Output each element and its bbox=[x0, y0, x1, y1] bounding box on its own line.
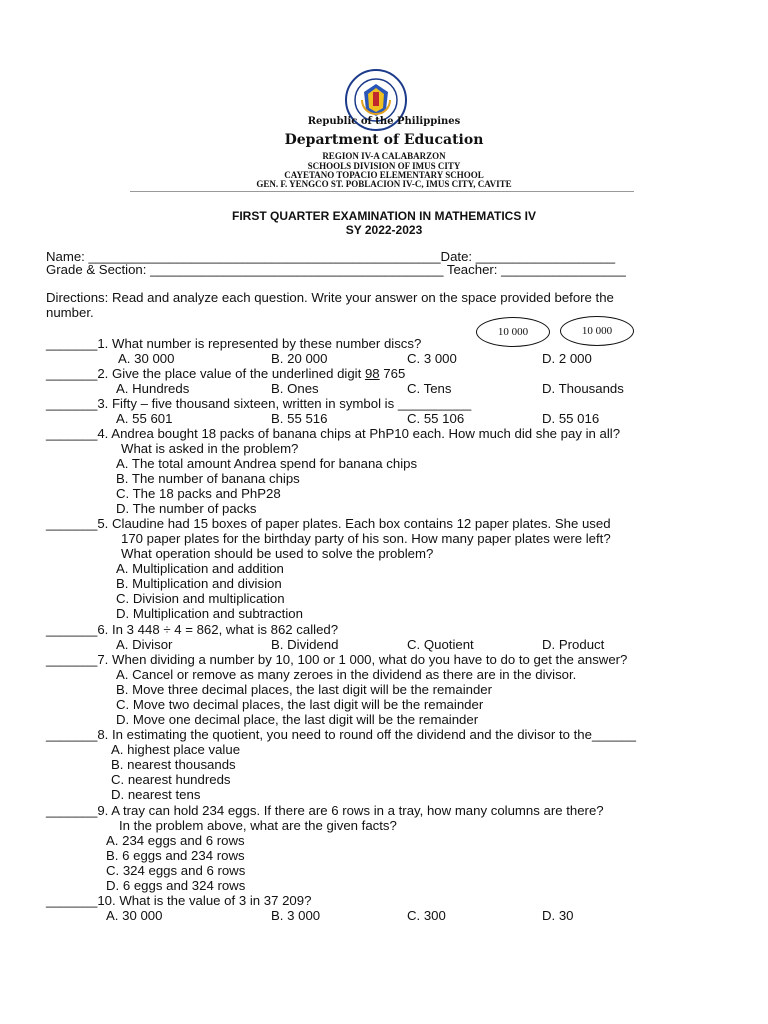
q6-option-d: D. Product bbox=[542, 637, 605, 652]
question-4-sub: What is asked in the problem? bbox=[121, 441, 299, 456]
q9-option-b: B. 6 eggs and 234 rows bbox=[106, 848, 245, 863]
grade-teacher-line[interactable]: Grade & Section: ________________________________________ Teacher: _________________ bbox=[46, 262, 626, 277]
school-name: CAYETANO TOPACIO ELEMENTARY SCHOOL bbox=[284, 170, 484, 180]
question-5-line-2: 170 paper plates for the birthday party of his son. How many paper plates were left? bbox=[121, 531, 611, 546]
question-6-stem: _______6. In 3 448 ÷ 4 = 862, what is 862 called? bbox=[46, 622, 339, 637]
q10-option-b: B. 3 000 bbox=[271, 908, 321, 923]
q5-option-a: A. Multiplication and addition bbox=[116, 561, 284, 576]
question-2-stem: _______2. Give the place value of the underlined digit 98 765 bbox=[46, 366, 406, 381]
q2-option-a: A. Hundreds bbox=[116, 381, 190, 396]
q3-option-b: B. 55 516 bbox=[271, 411, 328, 426]
number-disc: 10 000 bbox=[560, 316, 634, 346]
q4-option-d: D. The number of packs bbox=[116, 501, 257, 516]
q1-option-b: B. 20 000 bbox=[271, 351, 328, 366]
header-divider bbox=[130, 191, 634, 192]
q8-option-a: A. highest place value bbox=[111, 742, 241, 757]
school-year: SY 2022-2023 bbox=[345, 223, 423, 237]
q3-option-c: C. 55 106 bbox=[407, 411, 465, 426]
question-9-stem: _______9. A tray can hold 234 eggs. If there are 6 rows in a tray, how many columns are there? bbox=[46, 803, 604, 818]
q3-option-d: D. 55 016 bbox=[542, 411, 600, 426]
q5-option-c: C. Division and multiplication bbox=[116, 591, 285, 606]
question-5-line-3: What operation should be used to solve the problem? bbox=[121, 546, 434, 561]
q1-option-a: A. 30 000 bbox=[118, 351, 175, 366]
q2-option-c: C. Tens bbox=[407, 381, 452, 396]
question-1-stem: _______1. What number is represented by these number discs? bbox=[46, 336, 422, 351]
q7-option-c: C. Move two decimal places, the last digit will be the remainder bbox=[116, 697, 484, 712]
q6-option-b: B. Dividend bbox=[271, 637, 339, 652]
q9-option-a: A. 234 eggs and 6 rows bbox=[106, 833, 245, 848]
q4-option-a: A. The total amount Andrea spend for banana chips bbox=[116, 456, 418, 471]
question-4-stem: _______4. Andrea bought 18 packs of banana chips at PhP10 each. How much did she pay in all? bbox=[46, 426, 621, 441]
q2-option-b: B. Ones bbox=[271, 381, 319, 396]
q1-option-c: C. 3 000 bbox=[407, 351, 457, 366]
name-date-line[interactable]: Name: ________________________________________________Date: ___________________ bbox=[46, 249, 616, 264]
q8-option-b: B. nearest thousands bbox=[111, 757, 236, 772]
q4-option-b: B. The number of banana chips bbox=[116, 471, 300, 486]
directions-line-2: number. bbox=[46, 305, 94, 320]
region-text: REGION IV-A CALABARZON bbox=[322, 151, 446, 161]
q2-option-d: D. Thousands bbox=[542, 381, 624, 396]
q4-option-c: C. The 18 packs and PhP28 bbox=[116, 486, 281, 501]
q6-option-c: C. Quotient bbox=[407, 637, 474, 652]
q10-option-c: C. 300 bbox=[407, 908, 446, 923]
republic-text: Republic of the Philippines bbox=[307, 116, 461, 127]
q10-option-d: D. 30 bbox=[542, 908, 574, 923]
q6-option-a: A. Divisor bbox=[116, 637, 173, 652]
q7-option-d: D. Move one decimal place, the last digit will be the remainder bbox=[116, 712, 479, 727]
underlined-digit: 98 bbox=[364, 366, 380, 381]
exam-title: FIRST QUARTER EXAMINATION IN MATHEMATICS IV bbox=[232, 209, 536, 223]
division-text: SCHOOLS DIVISION OF IMUS CITY bbox=[307, 161, 461, 171]
question-5-stem: _______5. Claudine had 15 boxes of paper plates. Each box contains 12 paper plates. She used bbox=[46, 516, 611, 531]
department-title: Department of Education bbox=[284, 132, 484, 148]
number-disc: 10 000 bbox=[476, 317, 550, 347]
q7-option-b: B. Move three decimal places, the last digit will be the remainder bbox=[116, 682, 493, 697]
q8-option-d: D. nearest tens bbox=[111, 787, 201, 802]
q10-option-a: A. 30 000 bbox=[106, 908, 163, 923]
question-9-sub: In the problem above, what are the given facts? bbox=[119, 818, 397, 833]
q5-option-b: B. Multiplication and division bbox=[116, 576, 282, 591]
q9-option-c: C. 324 eggs and 6 rows bbox=[106, 863, 246, 878]
q9-option-d: D. 6 eggs and 324 rows bbox=[106, 878, 246, 893]
q1-option-d: D. 2 000 bbox=[542, 351, 592, 366]
question-7-stem: _______7. When dividing a number by 10, 100 or 1 000, what do you have to do to get the answer? bbox=[46, 652, 628, 667]
q7-option-a: A. Cancel or remove as many zeroes in the dividend as there are in the divisor. bbox=[116, 667, 577, 682]
question-3-stem: _______3. Fifty – five thousand sixteen, written in symbol is __________ bbox=[46, 396, 472, 411]
q8-option-c: C. nearest hundreds bbox=[111, 772, 231, 787]
directions-line-1: Directions: Read and analyze each question. Write your answer on the space provided before the bbox=[46, 290, 614, 305]
q3-option-a: A. 55 601 bbox=[116, 411, 173, 426]
question-10-stem: _______10. What is the value of 3 in 37 209? bbox=[46, 893, 312, 908]
q5-option-d: D. Multiplication and subtraction bbox=[116, 606, 303, 621]
school-address: GEN. F. YENGCO ST. POBLACION IV-C, IMUS CITY, CAVITE bbox=[256, 179, 512, 189]
question-8-stem: _______8. In estimating the quotient, you need to round off the dividend and the divisor to the______ bbox=[46, 727, 636, 742]
